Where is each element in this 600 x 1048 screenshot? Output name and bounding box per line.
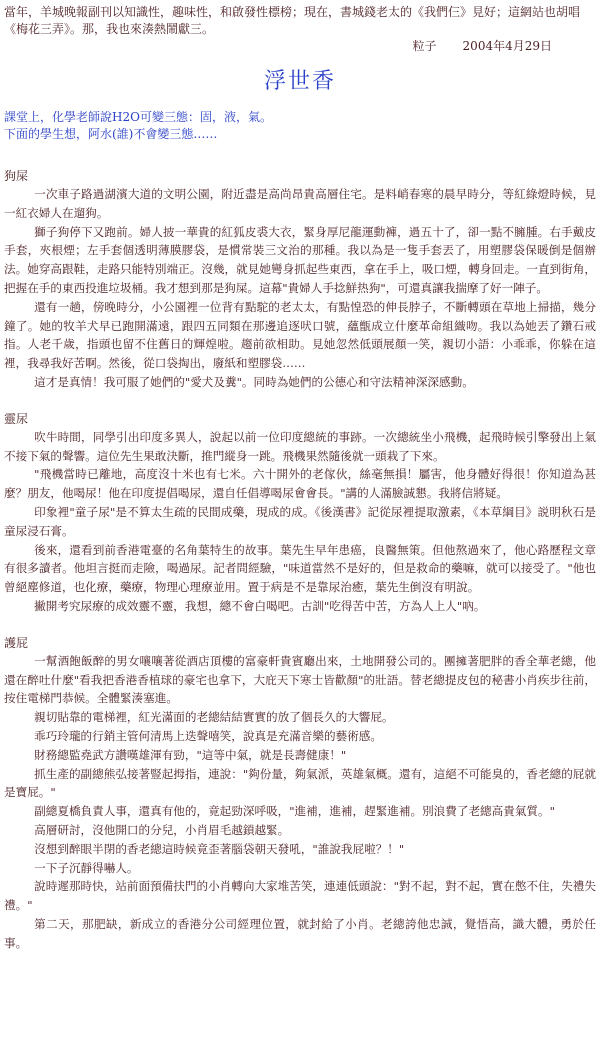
paragraph: 說時遲那時快，站前面預備扶門的小肖轉向大家堆苦笑，連連低頭說："對不起，對不起，實在憋不住，失禮失禮。" — [4, 879, 596, 913]
paragraph: 乖巧玲瓏的行銷主管何清馬上迭聲嘻笑，說真是充滿音樂的藝術感。 — [34, 728, 382, 743]
paragraph: 財務總監堯武方讚嘆雄渾有勁，"這等中氣，就是長壽健康！" — [34, 747, 347, 762]
paragraph: 親切貼靠的電梯裡，紅光滿面的老總結結實實的放了個長久的大響屁。 — [34, 710, 394, 725]
paragraph: 後來，還看到前香港電臺的名角葉特生的故事。葉先生早年患癌，良醫無策。但他熬過來了，他心路歷程文章有很多讀者。他坦言挺而走險，喝過尿。記者問經驗，"味道當然不是好的，但是救命的藥嘛，就可以接受了。"他也曾絕塵修道，也化療，藥療，物理心理療並用。置于病是不是靠尿治癒，葉先生倒沒有明說。 — [4, 542, 596, 595]
paragraph: 一次車子路過湖濱大道的文明公園，附近盡是高尚昂貴高層住宅。是料峭春寒的晨早時分，等紅綠燈時候，見一紅衣婦人在遛狗。 — [4, 187, 596, 220]
paragraph: 這才是真情！我可服了她們的"愛犬及糞"。同時為她們的公德心和守法精神深深感動。 — [34, 374, 474, 389]
paragraph: 撇開考究尿療的成效靈不靈，我想，總不會白喝吧。古訓"吃得苦中苦，方為人上人"吶。 — [34, 598, 486, 613]
byline — [4, 38, 596, 55]
section-heading: 護屁 — [4, 635, 29, 650]
lead-line: 課堂上，化學老師說H2O可變三態：固，液，氣。 — [4, 110, 272, 124]
lead-block — [4, 109, 596, 143]
paragraph: 抓生產的副總熊弘接著豎起拇指，連說："夠份量，夠氣派，英雄氣概。還有，這絕不可能臭的，香老總的屁就是寶屁。" — [4, 766, 596, 800]
paragraph: 獅子狗停下又跑前。婦人披一華貴的紅狐皮裘大衣，緊身厚尼龍運動褲，過五十了，卻一點不臃腫。右手戴皮手套，夾根煙；左手套個透明薄膜膠袋，是慣常裝三文治的那種。我以為是一隻手套丟了，用塑膠袋保暖倒是個辦法。她穿高跟鞋，走路只能特別端正。沒幾，就見她彎身抓起些東西，拿在手上，吸口煙，轉身回走。一直到街角，把握在手的東西投進垃圾桶。我才想到那是狗屎。這幕"貴婦人手捻鮮热狗"，可還真讓我揣摩了好一陣子。 — [4, 224, 596, 295]
paragraph: 第二天，那肥缺，新成立的香港分公司經理位置，就封給了小肖。老總誇他忠誠，覺悟高，識大體，勇於任事。 — [4, 916, 596, 950]
paragraph: 高層研討，沒他開口的分兒，小肖眉毛越鎖越緊。 — [34, 822, 290, 837]
section-urine — [4, 410, 596, 616]
page-title: 浮世香 — [263, 69, 336, 94]
paragraph: 沒想到醉眼半閉的香老總這時候竟歪著腦袋朝天發吼，"誰說我屁啦？！" — [34, 841, 405, 856]
section-dog — [4, 167, 596, 392]
paragraph: 一下子沉靜得嚇人。 — [34, 860, 139, 875]
lead-line: 下面的學生想，阿水(誰)不會變三態…… — [4, 127, 218, 141]
paragraph: 還有一趟，傍晚時分，小公園裡一位背有點駝的老太太，有點惶恐的伸長脖子，不斷轉頭在草地上掃描，幾分鐘了。她的牧羊犬早已跑開滿遠，跟四五同類在那邊追逐吠口號，蘊甑成立什麼革命組織吻。我以為她丟了鑽石戒指。人老千歲，指頭也留不住舊日的輝煌啦。趨前欲相助。見她忽然低頭展顏一笑，親切小語：小乖乖，你躲在這裡，我尋我好苦啊。然後，從口袋掏出，廢紙和塑膠袋…… — [4, 299, 596, 371]
section-heading: 靈尿 — [4, 411, 29, 426]
paragraph: 副總夏橋負責人事，還真有他的，竟起勁深呼吸，"進補，進補，趕緊進補。別浪費了老總高貴氣質。" — [34, 804, 555, 819]
paragraph: 一幫酒飽飯醉的男女嚷嚷著從酒店頂樓的富豪軒貴賓廳出來，土地開發公司的。團擁著肥胖的香全華老總，他還在醉吐什麼"看我把香港香植球的豪宅也拿下，大庇天下寒士皆歡顏"的壯語。替老總提皮包的秘書小肖疾步往前，按住電梯門恭候。全體緊湊塞進。 — [4, 653, 596, 706]
intro-text: 當年，羊城晚報副刊以知識性，趣味性，和啟發性標榜；現在，書城錢老太的《我們仨》見好；這網站也胡唱《梅花三弄》。那，我也來湊熱鬧獻三。 — [4, 5, 581, 36]
paragraph: "飛機當時已離地，高度沒十米也有七米。六十開外的老傢伙，絲毫無損！屬害，他身體好得很！你知道為甚麼？朋友，他喝尿！他在印度提倡喝尿，還自任倡導喝尿會會長。"講的人滿臉誠懇。我將信將疑。 — [4, 467, 596, 501]
author-name: 粒子 — [412, 39, 437, 53]
publish-date: 2004年4月29日 — [462, 39, 552, 53]
section-fart — [4, 634, 596, 953]
paragraph: 印象裡"童子尿"是不算太生疏的民間成藥，現成的成。《後漢書》記從尿裡提取激素，《本草綱目》説明秋石是童尿浸石膏。 — [4, 504, 596, 538]
section-heading: 狗屎 — [4, 169, 29, 183]
paragraph: 吹牛時間，同學引出印度多異人，說起以前一位印度總統的事跡。一次總統坐小飛機，起飛時候引擎發出上氣不接下氣的聲響。這位先生果敢決斷，推門縱身一跳。飛機果然隨後就一頭栽了下來。 — [4, 429, 596, 463]
